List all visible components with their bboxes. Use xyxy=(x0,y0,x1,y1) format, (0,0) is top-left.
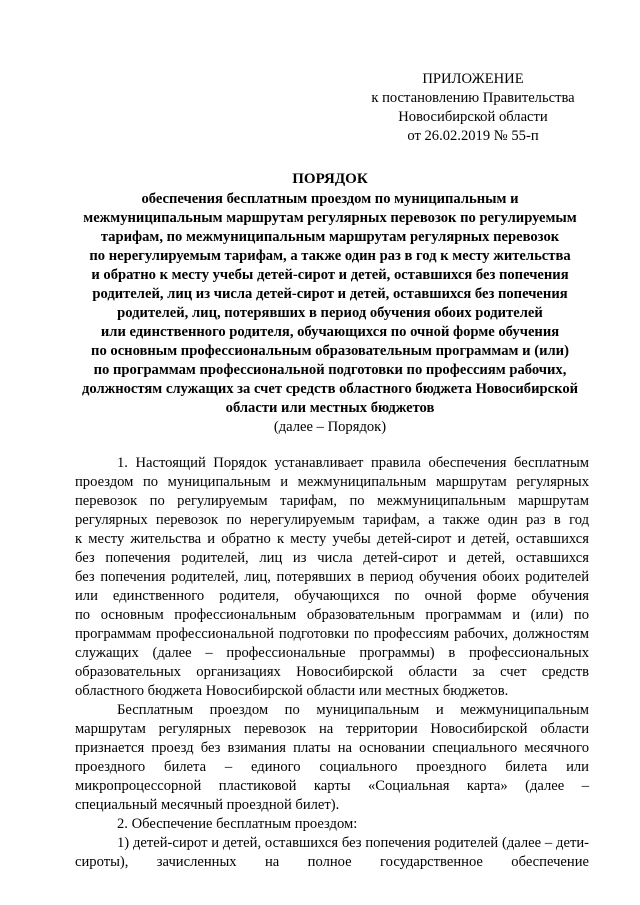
appendix-decree-ref: к постановлению Правительства xyxy=(371,90,575,106)
body-line: 1. Настоящий Порядок устанавливает правила обеспечения бесплатным xyxy=(117,455,589,471)
body-line: служащих (далее – профессиональные программы) в профессиональных xyxy=(75,645,589,661)
body-line: образовательных организациях Новосибирской области за счет средств xyxy=(75,664,589,680)
title-subtitle: (далее – Порядок) xyxy=(273,419,387,435)
document-title xyxy=(72,170,588,437)
title-line: и обратно к месту учебы детей-сирот и детей, оставшихся без попечения xyxy=(91,267,569,283)
body-line: или единственного родителя, обучающихся по очной форме обучения xyxy=(75,588,589,604)
body-line: сироты), зачисленных на полное государственное обеспечение xyxy=(75,854,589,870)
body-line: к месту жительства и обратно к месту учебы детей-сирот и детей, оставшихся xyxy=(75,531,589,547)
title-line: межмуниципальным маршрутам регулярных перевозок по регулируемым xyxy=(83,210,577,226)
body-line: программам профессиональной подготовки по профессиям рабочих, должностям xyxy=(75,626,589,642)
document-body xyxy=(75,454,589,872)
title-line: обеспечения бесплатным проездом по муниципальным и xyxy=(141,191,519,207)
title-line: родителей, лиц из числа детей-сирот и детей, оставшихся без попечения xyxy=(92,286,568,302)
body-line: перевозок по регулируемым тарифам, по межмуниципальным маршрутам xyxy=(75,493,589,509)
body-line: по основным профессиональным образовательным программам и (или) по xyxy=(75,607,589,623)
body-line: областного бюджета Новосибирской области или местных бюджетов. xyxy=(75,683,509,699)
appendix-region: Новосибирской области xyxy=(398,109,548,125)
body-line: микропроцессорной пластиковой карты «Социальная карта» (далее – xyxy=(75,778,589,794)
body-line: специальный месячный проездной билет). xyxy=(75,797,340,813)
title-line: родителей, лиц, потерявших в период обучения обоих родителей xyxy=(117,305,543,321)
title-line: по программам профессиональной подготовки по профессиям рабочих, xyxy=(93,362,567,378)
appendix-date-number: от 26.02.2019 № 55-п xyxy=(407,128,539,144)
title-line: тарифам, по межмуниципальным маршрутам регулярных перевозок xyxy=(100,229,560,245)
body-line: 1) детей-сирот и детей, оставшихся без попечения родителей (далее – дети- xyxy=(117,835,589,851)
body-line: 2. Обеспечение бесплатным проездом: xyxy=(117,816,358,832)
body-line: проездного билета – единого социального проездного билета или xyxy=(75,759,589,775)
body-line: регулярных перевозок по нерегулируемым тарифам, а также один раз в год xyxy=(75,512,589,528)
title-line: должностям служащих за счет средств областного бюджета Новосибирской xyxy=(81,381,579,397)
title-line: или единственного родителя, обучающихся по очной форме обучения xyxy=(100,324,560,340)
appendix-header xyxy=(368,70,578,146)
body-line: признается проезд без взимания платы на основании специального месячного xyxy=(75,740,589,756)
title-line: по нерегулируемым тарифам, а также один раз в год к месту жительства xyxy=(89,248,571,264)
title-line: по основным профессиональным образовательным программам и (или) xyxy=(91,343,569,359)
body-line: маршрутам регулярных перевозок на территории Новосибирской области xyxy=(75,721,589,737)
title-heading: ПОРЯДОК xyxy=(292,171,368,187)
body-line: Бесплатным проездом по муниципальным и межмуниципальным xyxy=(117,702,589,718)
title-line: области или местных бюджетов xyxy=(225,400,435,416)
body-line: проездом по муниципальным и межмуниципальным маршрутам регулярных xyxy=(75,474,589,490)
appendix-label: ПРИЛОЖЕНИЕ xyxy=(422,71,524,87)
body-line: без попечения родителей, лиц из числа детей-сирот и детей, оставшихся xyxy=(75,550,589,566)
body-line: без попечения родителей, лиц, потерявших в период обучения обоих родителей xyxy=(75,569,589,585)
